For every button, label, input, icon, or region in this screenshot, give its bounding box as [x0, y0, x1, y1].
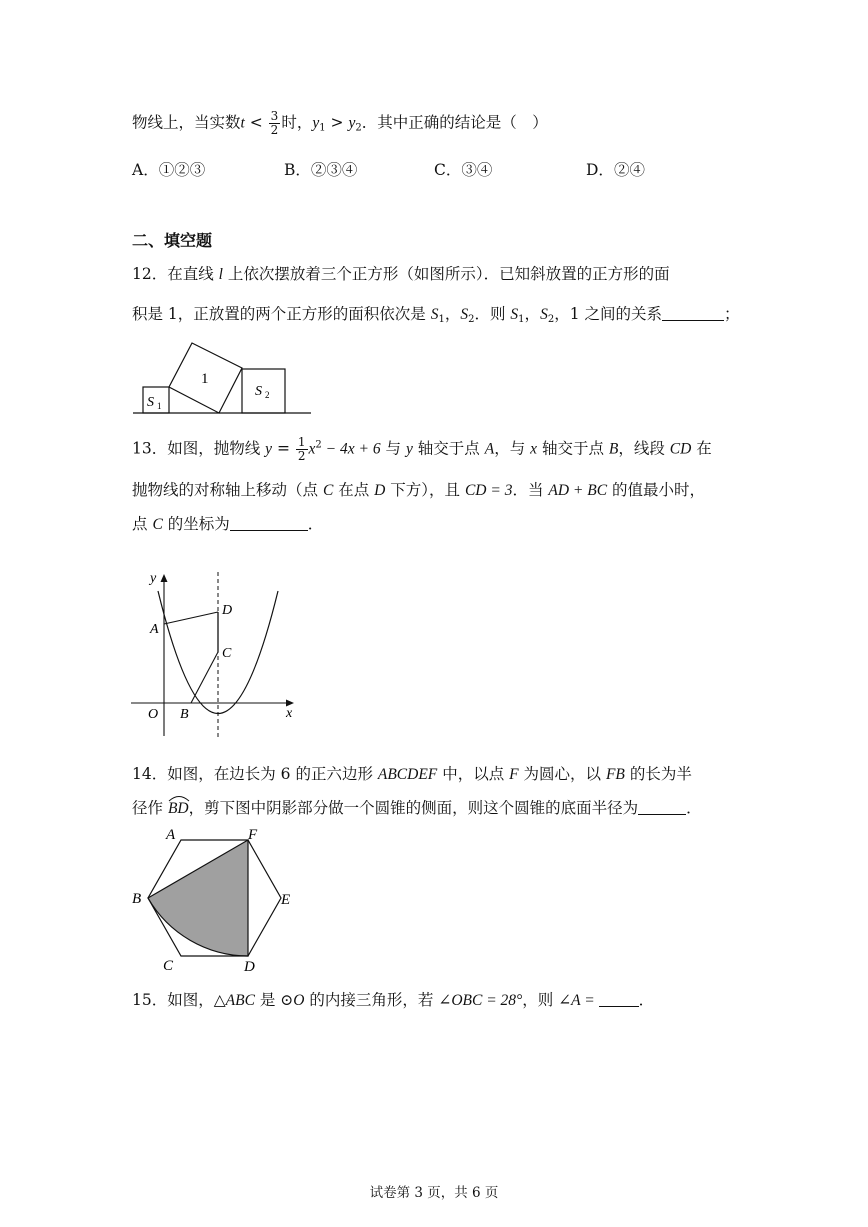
c-label: C: [163, 958, 174, 974]
q12-text: ．则: [474, 305, 511, 323]
q13-text: 在点: [333, 481, 375, 499]
var-l: l: [218, 266, 223, 283]
angle-a: ∠A =: [558, 992, 599, 1009]
q13-text: 轴交于点: [537, 439, 609, 458]
option-d[interactable]: [586, 158, 645, 180]
fraction-1-2: [296, 436, 308, 463]
var-y2: y: [348, 114, 356, 132]
s2-sub: 2: [265, 390, 270, 400]
answer-blank[interactable]: [230, 516, 308, 531]
s1-sub: 1: [157, 401, 162, 411]
var-b: B: [608, 440, 619, 458]
triangle-abc: △ABC: [213, 992, 255, 1009]
var-fb: FB: [605, 766, 625, 783]
eq-sign: =: [272, 439, 295, 458]
q13-line-2: [132, 478, 705, 500]
var-abcdef: ABCDEF: [377, 766, 438, 783]
var-s2: S: [540, 306, 548, 323]
option-text: ①②③: [158, 161, 206, 179]
q13-text: 13．如图，抛物线: [132, 439, 266, 458]
q13-text: 在: [691, 439, 712, 458]
gt-sign: >: [325, 113, 349, 132]
d-label: D: [222, 603, 233, 618]
option-letter: B．: [284, 161, 311, 179]
arc-bd: [168, 800, 189, 818]
q11-text: 物线上，当实数: [132, 113, 241, 132]
option-letter: D．: [586, 161, 614, 179]
var-s1: S: [430, 306, 439, 323]
q13-text: 与: [380, 439, 406, 458]
q14-text: 中，以点: [437, 765, 510, 783]
q13-text: ，线段: [618, 439, 670, 458]
var-c: C: [322, 482, 334, 499]
option-b[interactable]: [284, 158, 357, 180]
page-footer: 试卷第 3 页，共 6 页: [369, 1185, 499, 1201]
var-x: x: [530, 440, 538, 458]
a-label: A: [150, 622, 159, 637]
option-text: ②④: [613, 161, 645, 179]
q13-text: 下方），且: [385, 481, 465, 499]
sub-1: 1: [438, 314, 445, 325]
q13-text: 点: [132, 515, 153, 533]
var-d: D: [374, 482, 386, 499]
q14-text: ．: [686, 799, 702, 817]
var-y1: y: [312, 114, 320, 132]
frac-num: 3: [270, 109, 279, 123]
var-cd: CD: [669, 440, 692, 458]
q15-line-1: [132, 988, 654, 1010]
y-axis-arrow: [161, 574, 168, 582]
circle-o: ⊙O: [280, 992, 305, 1009]
q14-text: 的长为半: [624, 765, 692, 783]
q15-text: 15．如图，: [132, 991, 214, 1009]
f-label: F: [248, 827, 258, 843]
q14-text: 为圆心，以: [518, 765, 606, 783]
var-s1: S: [510, 306, 519, 323]
tilted-area-label: 1: [201, 371, 209, 387]
q11-text: 时，: [281, 113, 313, 132]
option-text: ③④: [461, 161, 493, 179]
s2-label: S: [255, 384, 262, 399]
b-label: B: [180, 707, 189, 722]
var-bd: BD: [167, 800, 189, 817]
comma: ，: [444, 305, 461, 323]
c-label: C: [222, 646, 232, 661]
sub-1: 1: [319, 122, 326, 134]
sup-2: 2: [315, 439, 322, 451]
q12-line-2: [132, 302, 740, 325]
a-label: A: [166, 827, 176, 843]
q15-text: 的内接三角形，若: [304, 991, 439, 1009]
q11-text: ．其中正确的结论是（ ）: [361, 113, 548, 132]
q13-line-1: [132, 436, 712, 463]
sub-2: 2: [355, 122, 362, 134]
q14-line-2: [132, 796, 702, 818]
q15-text: ，则: [522, 991, 559, 1009]
q13-text: 轴交于点: [412, 439, 485, 458]
arc-mark-icon: [168, 794, 190, 802]
q14-text: 14．如图，在边长为 6 的正六边形: [132, 765, 378, 783]
var-y: y: [405, 440, 413, 458]
var-x: x: [308, 440, 316, 458]
segment-bc: [191, 652, 218, 703]
var-a: A: [484, 440, 495, 458]
b-label: B: [132, 891, 142, 907]
answer-blank[interactable]: [599, 992, 639, 1007]
q14-figure: [128, 822, 298, 978]
q12-text: 12．在直线: [132, 265, 219, 283]
angle-obc: ∠OBC = 28°: [438, 992, 523, 1009]
q15-text: ．: [638, 991, 655, 1009]
var-y: y: [265, 440, 273, 458]
e-label: E: [281, 892, 291, 908]
option-text: ②③④: [310, 161, 358, 179]
q13-figure: [128, 566, 303, 741]
option-a[interactable]: [132, 158, 205, 180]
s1-label: S: [147, 395, 154, 410]
q13-text: ．当: [512, 481, 549, 499]
q12-text: 积是 1，正放置的两个正方形的面积依次是: [132, 305, 431, 323]
sub-2: 2: [468, 314, 475, 325]
q13-text: 的坐标为: [162, 515, 230, 533]
var-f: F: [509, 766, 519, 783]
option-letter: A．: [132, 161, 159, 179]
q14-line-1: [132, 762, 692, 784]
q12-text: 上依次摆放着三个正方形（如图所示）．已知斜放置的正方形的面: [222, 265, 670, 283]
q11-line: [132, 110, 548, 137]
var-s2: S: [460, 306, 469, 323]
square-s2: [242, 369, 285, 413]
q12-figure: [128, 338, 318, 418]
q12-line-1: [132, 262, 670, 284]
x-label: x: [286, 706, 293, 721]
sub-2: 2: [547, 314, 555, 325]
o-label: O: [148, 707, 159, 722]
var-c: C: [152, 516, 163, 533]
q12-text: ，1 之间的关系: [554, 305, 662, 323]
comma: ，: [524, 305, 541, 323]
answer-blank[interactable]: [638, 800, 686, 815]
ad-plus-bc: AD + BC: [548, 482, 608, 499]
segment-ad: [164, 612, 218, 624]
frac-num: 1: [297, 435, 306, 449]
poly-rest: − 4x + 6: [321, 440, 381, 458]
var-t: t: [240, 114, 245, 132]
q13-line-3: [132, 512, 323, 534]
answer-blank[interactable]: [662, 306, 724, 321]
q15-text: 是: [254, 991, 281, 1009]
option-letter: C．: [434, 161, 462, 179]
cd-equation: CD = 3: [464, 482, 513, 499]
lt-sign: <: [244, 113, 268, 132]
q14-text: ，剪下图中阴影部分做一个圆锥的侧面，则这个圆锥的底面半径为: [188, 799, 639, 817]
sub-1: 1: [518, 314, 525, 325]
section-heading: 二、填空题: [132, 231, 213, 250]
frac-den: 2: [297, 449, 306, 463]
q13-text: ，与: [494, 439, 531, 458]
option-c[interactable]: [434, 158, 492, 180]
q13-text: 抛物线的对称轴上移动（点: [132, 481, 323, 499]
y-label: y: [150, 571, 157, 586]
frac-den: 2: [270, 123, 279, 137]
q13-text: 的值最小时，: [607, 481, 706, 499]
fraction-3-2: [269, 110, 281, 137]
d-label: D: [244, 959, 255, 975]
q13-text: ．: [307, 515, 324, 533]
q14-text: 径作: [132, 799, 168, 817]
q12-text: ；: [723, 305, 740, 323]
shaded-sector: [148, 840, 248, 956]
